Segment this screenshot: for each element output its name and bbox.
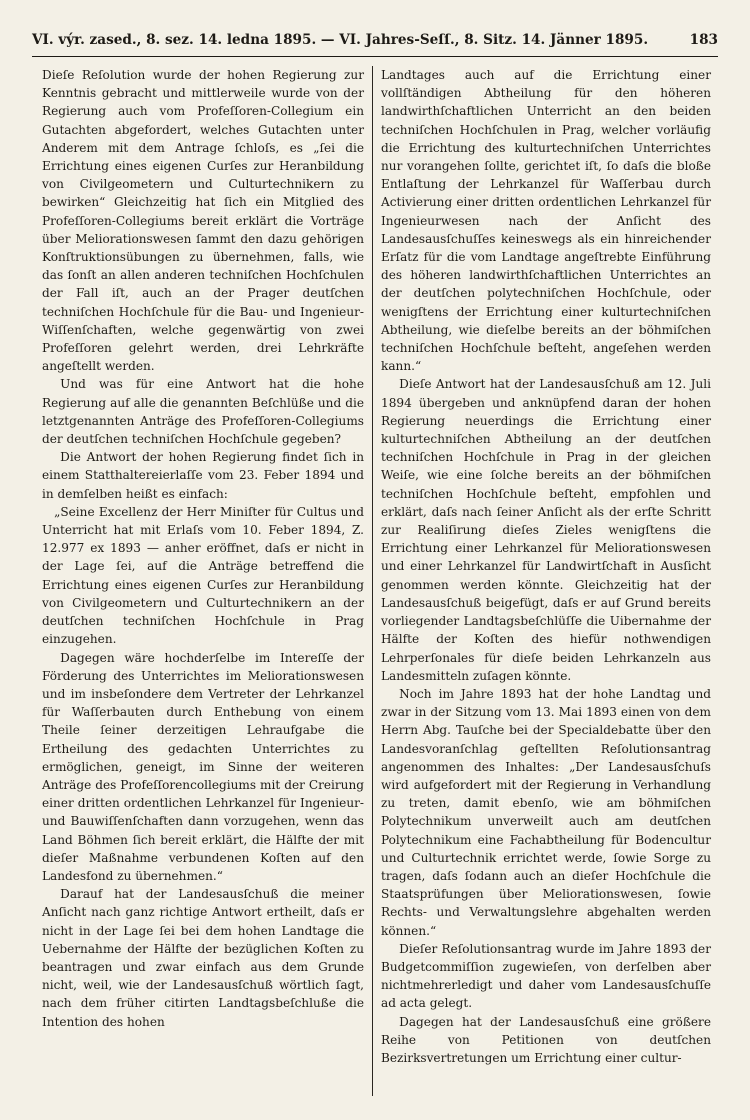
header-title: VI. výr. zased., 8. sez. 14. ledna 1895. — VI. Jahres-Seſſ., 8. Sitz. 14. Jänner 1895. — [32, 32, 649, 48]
paragraph: Noch im Jahre 1893 hat der hohe Landtag und zwar in der Sitzung vom 13. Mai 1893 einen von dem Herrn Abg. Tauſche bei der Specialdebatte über den Landesvoranſchlag geſtellten Reſolutionsantrag angenommen des Inhaltes: „Der Landesausſchuſs wird aufgefordert mit der Regierung in Verhandlung zu treten, damit ebenſo, wie am böhmiſchen Polytechnikum unverweilt auch am deutſchen Polytechnikum eine Fachabtheilung für Bodencultur und Culturtechnik errichtet werde, ſowie Sorge zu tragen, daſs ſodann auch an dieſer Hochſchule die Staatsprüfungen über Meliorationswesen, ſowie Rechts- und Verwaltungslehre abgehalten werden können.“ — [381, 686, 711, 938]
paragraph: Darauf hat der Landesausſchuß die meiner Anſicht nach ganz richtige Antwort ertheilt, daſs er nicht in der Lage ſei bei dem hohen Landtage die Uebernahme der Hälfte der bezüglichen Koſten zu beantragen und zwar einfach aus dem Grunde nicht, weil, wie der Landesausſchuß wörtlich ſagt, nach dem früher citirten Landtagsbeſchluße die Intention des hohen — [42, 887, 364, 1029]
quoted-paragraph: „Seine Excellenz der Herr Miniſter für Cultus und Unterricht hat mit Erlaſs vom 10. Feber 1894, Z. 12.977 ex 1893 — anher eröffnet, daſs er nicht in der Lage ſei, auf die Anträge betreffend die Errichtung eines eigenen Curſes zur Heranbildung von Civilgeometern und Culturtechnikern an der deutſchen techniſchen Hochſchule in Prag einzugehen. — [42, 504, 364, 647]
running-header — [32, 32, 718, 48]
quoted-paragraph: Dagegen wäre hochderſelbe im Intereſſe der Förderung des Unterrichtes im Meliorationswesen und im insbeſondere dem Vertreter der Lehrkanzel für Waſſerbauten durch Enthebung von einem Theile ſeiner derzeitigen Lehraufgabe die Ertheilung des gedachten Unterrichtes zu ermöglichen, geneigt, im Sinne der weiteren Anträge des Profeſſorencollegiums mit der Creirung einer dritten ordentlichen Lehrkanzel für Ingenieur- und Bauwiſſenſchaften dann vorzugehen, wenn das Land Böhmen ſich bereit erklärt, die Hälfte der mit dieſer Maßnahme verbundenen Koſten auf den Landesfond zu übernehmen.“ — [42, 650, 364, 883]
paragraph: Dieſer Reſolutionsantrag wurde im Jahre 1893 der Budgetcommiſſion zugewieſen, von derſelben aber nichtmehrerledigt und daher vom Landesausſchuſſe ad acta gelegt. — [381, 941, 711, 1011]
paragraph: Dieſe Antwort hat der Landesausſchuß am 12. Juli 1894 übergeben und anknüpfend daran der hohen Regierung neuerdings die Errichtung einer kulturtechniſchen Abtheilung an der deutſchen techniſchen Hochſchule in Prag in der gleichen Weiſe, wie eine ſolche bereits an der böhmiſchen techniſchen Hochſchule beſteht, empfohlen und erklärt, daſs nach ſeiner Anſicht als der erſte Schritt zur Realiſirung dieſes Zieles wenigſtens die Errichtung einer Lehrkanzel für Meliorationswesen und einer Lehrkanzel für Landwirtſchaft in Ausſicht genommen werden könnte. Gleichzeitig hat der Landesausſchuß beigefügt, daſs er auf Grund bereits vorliegender Landtagsbeſchlüſſe die Uibernahme der Hälfte der Koſten des hiefür nothwendigen Lehrperſonales für dieſe beiden Lehrkanzeln aus Landesmitteln zuſagen könnte. — [381, 377, 711, 683]
paragraph: Die Antwort der hohen Regierung findet ſich in einem Statthaltereierlaſſe vom 23. Feber 1894 und in demſelben heißt es einfach: — [42, 450, 364, 501]
column-divider — [372, 66, 373, 1096]
paragraph: Dagegen hat der Landesausſchuß eine größere Reihe von Petitionen von deutſchen Bezirksvertretungen um Errichtung einer cultur- — [381, 1014, 711, 1065]
header-rule — [32, 56, 718, 57]
page-number: 183 — [689, 32, 718, 48]
paragraph: Dieſe Reſolution wurde der hohen Regierung zur Kenntnis gebracht und mittlerweile wurde von der Regierung auch vom Profeſſoren-Collegium ein Gutachten abgefordert, welches Gutachten unter Anderem mit dem Antrage ſchloſs, es „ſei die Errichtung eines eigenen Curſes zur Heranbildung von Civilgeometern und Culturtechnikern zu bewirken“ Gleichzeitig hat ſich ein Mitglied des Profeſſoren-Collegiums bereit erklärt die Vorträge über Meliorationswesen ſammt den dazu gehörigen Konſtruktionsübungen zu übernehmen, falls, wie das ſonſt an allen anderen techniſchen Hochſchulen der Fall iſt, auch an der Prager deutſchen techniſchen Hochſchule für die Bau- und Ingenieur-Wiſſenſchaften, welche gegenwärtig von zwei Profeſſoren gelehrt werden, drei Lehrkräfte angeſtellt werden. — [42, 68, 364, 374]
left-column — [42, 66, 364, 1031]
right-column — [381, 66, 711, 1067]
paragraph: Und was für eine Antwort hat die hohe Regierung auf alle die genannten Beſchlüße und die letztgenannten Anträge des Profeſſoren-Collegiums der deutſchen techniſchen Hochſchule gegeben? — [42, 377, 364, 447]
paragraph: Landtages auch auf die Errichtung einer vollſtändigen Abtheilung für den höheren landwirthſchaftlichen Unterricht an den beiden techniſchen Hochſchulen in Prag, welcher vorläufig die Errichtung des kulturtechniſchen Unterrichtes nur vorangehen ſollte, gerichtet iſt, ſo daſs die bloße Entlaſtung der Lehrkanzel für Waſſerbau durch Activierung einer dritten ordentlichen Lehrkanzel für Ingenieurwesen nach der Anſicht des Landesausſchuſſes keineswegs als ein hinreichender Erſatz für die vom Landtage angeſtrebte Einführung des höheren landwirthſchaftlichen Unterrichtes an der deutſchen polytechniſchen Hochſchule, oder wenigſtens der Errichtung einer kulturtechniſchen Abtheilung, wie dieſelbe bereits an der böhmiſchen techniſchen Hochſchule beſteht, angeſehen werden kann.“ — [381, 68, 711, 374]
